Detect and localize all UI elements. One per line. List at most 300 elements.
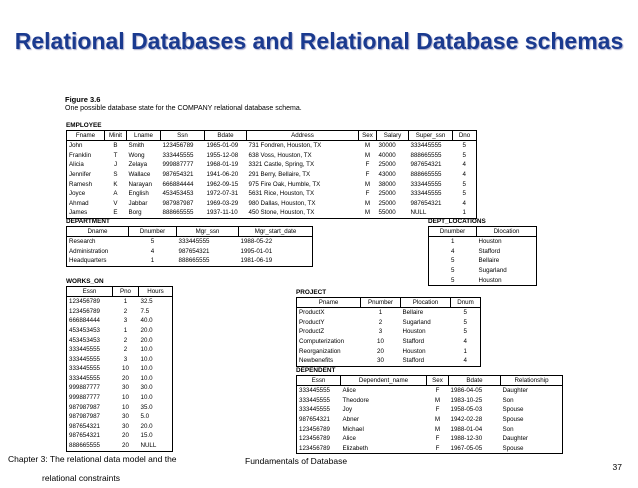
column-header: Dno — [453, 131, 477, 141]
table-cell: M — [434, 415, 441, 423]
table-cell: 1995-01-01 — [239, 247, 313, 257]
dept-locations-table — [428, 218, 537, 286]
table-cell: 30 — [122, 422, 129, 430]
department-table — [66, 218, 313, 267]
table-cell: 1 — [451, 346, 481, 356]
table-cell: 999887777 — [162, 161, 194, 169]
table-cell: F — [435, 406, 440, 414]
chapter-footer — [8, 450, 177, 488]
table-row — [67, 297, 173, 307]
column-header: Dnum — [451, 298, 481, 308]
table-cell: 333445555 — [178, 238, 210, 246]
table-cell: M — [364, 142, 371, 150]
table-cell: Spouse — [501, 415, 563, 425]
table-cell: 3 — [123, 355, 128, 363]
table-row — [429, 247, 537, 257]
table-cell: 1 — [453, 208, 477, 218]
table-cell: 123456789 — [297, 434, 341, 444]
table-cell: F — [435, 435, 440, 443]
chapter-footer-line2: relational constraints — [42, 473, 120, 483]
table-cell: 10.0 — [139, 355, 173, 365]
employee-grid — [66, 130, 477, 219]
table-cell: Houston — [477, 237, 537, 247]
table-cell: 30 — [122, 384, 129, 392]
table-row — [67, 431, 173, 441]
table-cell: 2 — [123, 346, 128, 354]
table-cell: 1958-05-03 — [450, 406, 483, 414]
table-cell: 1965-01-09 — [206, 142, 239, 150]
table-cell: 10.0 — [139, 374, 173, 384]
table-cell: 888665555 — [177, 256, 239, 266]
table-cell: 1 — [123, 326, 128, 334]
column-header: Address — [247, 131, 359, 141]
table-cell: English — [128, 190, 149, 198]
column-header: Fname — [67, 131, 105, 141]
table-cell: Houston — [477, 275, 537, 285]
department-table-name: DEPARTMENT — [66, 218, 110, 225]
table-cell: J — [113, 161, 118, 169]
works-on-table-name: WORKS_ON — [66, 278, 104, 285]
table-cell: 4 — [150, 247, 155, 255]
table-cell: Narayan — [128, 180, 152, 188]
table-cell: 666884444 — [162, 180, 194, 188]
table-cell: Borg — [127, 208, 161, 218]
table-cell: 5 — [451, 308, 481, 318]
table-cell: Ramesh — [67, 179, 105, 189]
table-cell: Michael — [342, 425, 364, 433]
table-cell: 1968-01-19 — [206, 161, 239, 169]
column-header: Ssn — [161, 131, 205, 141]
column-header: Pno — [113, 287, 139, 297]
table-row — [67, 247, 313, 257]
table-cell: 4 — [453, 170, 477, 180]
table-row — [67, 364, 173, 374]
table-cell: 333445555 — [162, 151, 194, 159]
column-header: Pnumber — [361, 298, 401, 308]
table-cell: Research — [67, 237, 129, 247]
project-table — [296, 289, 481, 367]
table-cell: 4 — [453, 199, 477, 209]
table-cell: Zelaya — [128, 161, 148, 169]
dept-locations-grid — [428, 226, 537, 286]
table-cell: 1937-11-10 — [205, 208, 247, 218]
slide-title: Relational Databases and Relational Database schemas — [14, 28, 624, 54]
table-cell: M — [364, 151, 371, 159]
table-cell: 30.0 — [139, 383, 173, 393]
table-cell: 333445555 — [67, 364, 113, 374]
table-cell: Abner — [342, 415, 360, 423]
table-row — [297, 318, 481, 328]
table-cell: 987654321 — [67, 422, 113, 432]
chapter-footer-line1: Chapter 3: The relational data model and the — [8, 454, 177, 464]
table-cell: Houston — [402, 347, 426, 355]
table-cell: 40.0 — [139, 316, 173, 326]
column-header: Sex — [359, 131, 377, 141]
table-cell: 4 — [429, 247, 477, 257]
table-cell: Alicia — [67, 160, 105, 170]
table-cell: NULL — [139, 441, 173, 451]
table-cell: F — [365, 190, 370, 198]
column-header: Essn — [67, 287, 113, 297]
table-cell: 1988-05-22 — [239, 237, 313, 247]
page-number: 37 — [612, 462, 622, 472]
table-cell: 3321 Castle, Spring, TX — [248, 161, 315, 169]
table-cell: 453453453 — [162, 190, 194, 198]
table-cell: 888665555 — [410, 170, 442, 178]
table-cell: 20.0 — [139, 326, 173, 336]
column-header: Dnumber — [429, 227, 477, 237]
table-cell: 5 — [429, 266, 477, 276]
table-cell: 453453453 — [67, 326, 113, 336]
column-header: Hours — [139, 287, 173, 297]
table-cell: 987654321 — [410, 199, 442, 207]
table-cell: 987654321 — [297, 415, 341, 425]
table-cell: Stafford — [402, 337, 425, 345]
column-header: Dnumber — [129, 227, 177, 237]
table-cell: 20 — [113, 441, 139, 451]
table-cell: Administration — [67, 247, 129, 257]
table-cell: 333445555 — [297, 405, 341, 415]
table-row — [67, 422, 173, 432]
table-cell: 5 — [453, 179, 477, 189]
table-row — [297, 415, 563, 425]
table-cell: 10.0 — [139, 345, 173, 355]
table-cell: A — [113, 190, 118, 198]
column-header: Bdate — [205, 131, 247, 141]
table-cell: ProductX — [297, 308, 361, 318]
table-cell: 25000 — [378, 190, 396, 198]
table-cell: 32.5 — [139, 297, 173, 307]
table-cell: James — [67, 208, 105, 218]
employee-table — [66, 122, 477, 219]
table-row — [297, 424, 563, 434]
table-cell: 15.0 — [139, 431, 173, 441]
table-cell: M — [434, 396, 441, 404]
table-cell: 1962-09-15 — [206, 180, 239, 188]
table-cell: 2 — [378, 318, 383, 326]
table-row — [67, 355, 173, 365]
table-row — [297, 396, 563, 406]
table-cell: NULL — [409, 208, 453, 218]
table-cell: 20.0 — [139, 335, 173, 345]
table-cell: 1955-12-08 — [206, 151, 239, 159]
table-cell: 987987987 — [67, 412, 113, 422]
table-cell: 2 — [123, 307, 128, 315]
table-row — [67, 383, 173, 393]
table-row — [67, 179, 477, 189]
project-table-name: PROJECT — [296, 289, 327, 296]
department-grid — [66, 226, 313, 267]
table-cell: Spouse — [501, 405, 563, 415]
table-cell: 123456789 — [297, 444, 341, 454]
table-cell: 291 Berry, Bellaire, TX — [248, 170, 311, 178]
table-cell: 975 Fire Oak, Humble, TX — [248, 180, 321, 188]
table-row — [67, 403, 173, 413]
table-cell: 40000 — [378, 151, 396, 159]
table-row — [297, 434, 563, 444]
table-cell: 1 — [123, 298, 128, 306]
table-row — [67, 151, 477, 161]
table-cell: B — [113, 142, 118, 150]
table-cell: 888665555 — [67, 441, 113, 451]
table-cell: 4 — [453, 160, 477, 170]
table-cell: 10 — [122, 365, 129, 373]
table-cell: 1972-07-31 — [206, 190, 239, 198]
dependent-table — [296, 367, 563, 454]
table-cell: 1969-03-29 — [206, 199, 239, 207]
table-cell: F — [365, 161, 370, 169]
table-cell: K — [113, 180, 118, 188]
table-cell: T — [113, 151, 118, 159]
column-header: Mgr_ssn — [177, 227, 239, 237]
table-cell: 638 Voss, Houston, TX — [248, 151, 312, 159]
table-row — [67, 326, 173, 336]
table-cell: 123456789 — [162, 142, 194, 150]
column-header: Minit — [105, 131, 127, 141]
column-header: Bdate — [449, 376, 501, 386]
table-cell: 25000 — [378, 199, 396, 207]
table-row — [67, 160, 477, 170]
table-cell: 5631 Rice, Houston, TX — [248, 190, 315, 198]
column-header: Pname — [297, 298, 361, 308]
table-cell: 1983-10-25 — [450, 396, 483, 404]
table-row — [429, 256, 537, 266]
table-cell: 731 Fondren, Houston, TX — [248, 142, 322, 150]
table-cell: 987987987 — [67, 403, 113, 413]
table-cell: M — [364, 199, 371, 207]
table-row — [67, 345, 173, 355]
table-cell: Computerization — [297, 337, 361, 347]
table-cell: 987654321 — [67, 431, 113, 441]
table-cell: John — [67, 141, 105, 151]
table-row — [297, 405, 563, 415]
table-cell: Franklin — [67, 151, 105, 161]
table-cell: 20 — [377, 347, 384, 355]
table-cell: ProductZ — [297, 327, 361, 337]
table-cell: 1941-06-20 — [206, 170, 239, 178]
table-cell: Alice — [342, 435, 356, 443]
table-cell: 1988-12-30 — [450, 435, 483, 443]
table-cell: 333445555 — [410, 190, 442, 198]
figure-label: Figure 3.6 — [65, 95, 101, 104]
table-row — [67, 412, 173, 422]
table-cell: Son — [501, 424, 563, 434]
table-cell: 980 Dallas, Houston, TX — [248, 199, 316, 207]
table-cell: Joy — [342, 406, 353, 414]
table-cell: F — [365, 170, 370, 178]
table-cell: 10 — [377, 337, 384, 345]
table-cell: Reorganization — [297, 346, 361, 356]
table-cell: Jabbar — [128, 199, 148, 207]
figure — [60, 96, 620, 452]
table-row — [67, 256, 313, 266]
course-footer: Fundamentals of Database — [245, 456, 348, 466]
table-cell: 333445555 — [410, 142, 442, 150]
table-row — [297, 386, 563, 396]
table-cell: 333445555 — [297, 386, 341, 396]
dependent-table-name: DEPENDENT — [296, 367, 336, 374]
table-cell: 333445555 — [67, 374, 113, 384]
table-row — [67, 170, 477, 180]
table-cell: 5 — [451, 327, 481, 337]
table-cell: 1 — [129, 256, 177, 266]
table-cell: 123456789 — [297, 424, 341, 434]
table-cell: Stafford — [401, 356, 451, 366]
table-cell: 10 — [122, 394, 129, 402]
table-cell: 5 — [429, 275, 477, 285]
table-cell: 5 — [453, 151, 477, 161]
column-header: Essn — [297, 376, 341, 386]
table-cell: 1986-04-05 — [450, 387, 483, 395]
project-grid — [296, 297, 481, 367]
table-row — [67, 189, 477, 199]
column-header: Dlocation — [477, 227, 537, 237]
employee-table-name: EMPLOYEE — [66, 122, 102, 129]
table-cell: F — [435, 387, 440, 395]
table-cell: 333445555 — [67, 355, 113, 365]
table-cell: 999887777 — [67, 393, 113, 403]
table-cell: Bellaire — [402, 309, 424, 317]
table-cell: 1988-01-04 — [450, 425, 483, 433]
table-cell: F — [427, 444, 449, 454]
dept-locations-table-name: DEPT_LOCATIONS — [428, 218, 486, 225]
column-header: Plocation — [401, 298, 451, 308]
table-cell: 666884444 — [67, 316, 113, 326]
table-cell: M — [359, 208, 377, 218]
table-cell: Smith — [128, 142, 145, 150]
table-cell: 5 — [429, 256, 477, 266]
table-cell: 55000 — [377, 208, 409, 218]
table-cell: 20.0 — [139, 422, 173, 432]
table-cell: V — [113, 199, 118, 207]
table-cell: Sugarland — [402, 318, 431, 326]
table-cell: 4 — [451, 356, 481, 366]
table-cell: 4 — [451, 337, 481, 347]
table-cell: Daughter — [501, 434, 563, 444]
table-row — [429, 237, 537, 247]
table-cell: 10 — [122, 403, 129, 411]
table-row — [67, 316, 173, 326]
table-cell: 3 — [123, 317, 128, 325]
table-cell: Spouse — [501, 444, 563, 454]
table-cell: Elizabeth — [341, 444, 427, 454]
table-cell: M — [364, 180, 371, 188]
figure-caption-text: One possible database state for the COMPANY relational database schema. — [65, 104, 302, 112]
table-cell: 30 — [122, 413, 129, 421]
table-cell: Wallace — [128, 170, 151, 178]
table-cell: 333445555 — [67, 345, 113, 355]
figure-caption — [65, 96, 302, 113]
table-cell: 30000 — [378, 142, 396, 150]
table-cell: 123456789 — [67, 297, 113, 307]
table-cell: 1 — [378, 309, 383, 317]
table-cell: 35.0 — [139, 403, 173, 413]
table-row — [297, 337, 481, 347]
table-cell: 333445555 — [410, 180, 442, 188]
table-cell: 25000 — [378, 161, 396, 169]
table-row — [67, 393, 173, 403]
column-header: Sex — [427, 376, 449, 386]
table-cell: 10.0 — [139, 364, 173, 374]
dependent-grid — [296, 375, 563, 454]
table-cell: 7.5 — [139, 307, 173, 317]
table-cell: 1 — [429, 237, 477, 247]
table-cell: 333445555 — [297, 396, 341, 406]
table-cell: Sugarland — [477, 266, 537, 276]
table-cell: 20 — [122, 432, 129, 440]
table-cell: 453453453 — [67, 335, 113, 345]
table-cell: 43000 — [378, 170, 396, 178]
table-row — [67, 335, 173, 345]
table-cell: 5 — [150, 238, 155, 246]
table-row — [67, 307, 173, 317]
table-cell: 20 — [122, 374, 129, 382]
table-cell: Newbenefits — [297, 356, 361, 366]
table-cell: 450 Stone, Houston, TX — [247, 208, 359, 218]
table-cell: S — [113, 170, 118, 178]
table-cell: ProductY — [297, 318, 361, 328]
table-cell: Ahmad — [67, 199, 105, 209]
table-row — [67, 199, 477, 209]
column-header: Salary — [377, 131, 409, 141]
table-row — [67, 237, 313, 247]
table-cell: 987987987 — [162, 199, 194, 207]
table-row — [429, 266, 537, 276]
table-cell: 1942-02-28 — [450, 415, 483, 423]
table-cell: Wong — [128, 151, 145, 159]
table-cell: M — [434, 425, 441, 433]
table-row — [297, 327, 481, 337]
table-cell: 888665555 — [161, 208, 205, 218]
works-on-table — [66, 278, 173, 452]
table-cell: 5 — [453, 189, 477, 199]
table-cell: 10.0 — [139, 393, 173, 403]
column-header: Lname — [127, 131, 161, 141]
table-row — [429, 275, 537, 285]
table-cell: 5 — [453, 141, 477, 151]
table-cell: 3 — [378, 328, 383, 336]
table-cell: 987654321 — [162, 170, 194, 178]
table-row — [297, 346, 481, 356]
table-cell: Theodore — [342, 396, 369, 404]
table-cell: Joyce — [67, 189, 105, 199]
table-cell: 30 — [361, 356, 401, 366]
table-cell: Jennifer — [67, 170, 105, 180]
table-cell: Son — [501, 396, 563, 406]
table-cell: 2 — [123, 336, 128, 344]
table-cell: 999887777 — [67, 383, 113, 393]
table-cell: 5.0 — [139, 412, 173, 422]
table-row — [297, 308, 481, 318]
table-row — [67, 208, 477, 218]
column-header: Mgr_start_date — [239, 227, 313, 237]
table-cell: 987654321 — [410, 161, 442, 169]
table-row — [67, 374, 173, 384]
table-cell: 1967-05-05 — [449, 444, 501, 454]
table-cell: 987654321 — [178, 247, 210, 255]
table-cell: 5 — [451, 318, 481, 328]
table-cell: 38000 — [378, 180, 396, 188]
table-cell: Houston — [402, 328, 426, 336]
table-cell: Stafford — [477, 247, 537, 257]
column-header: Dependent_name — [341, 376, 427, 386]
table-row — [297, 356, 481, 366]
table-cell: 1981-06-19 — [239, 256, 313, 266]
table-cell: Bellaire — [477, 256, 537, 266]
table-row — [67, 141, 477, 151]
table-cell: Daughter — [501, 386, 563, 396]
column-header: Relationship — [501, 376, 563, 386]
